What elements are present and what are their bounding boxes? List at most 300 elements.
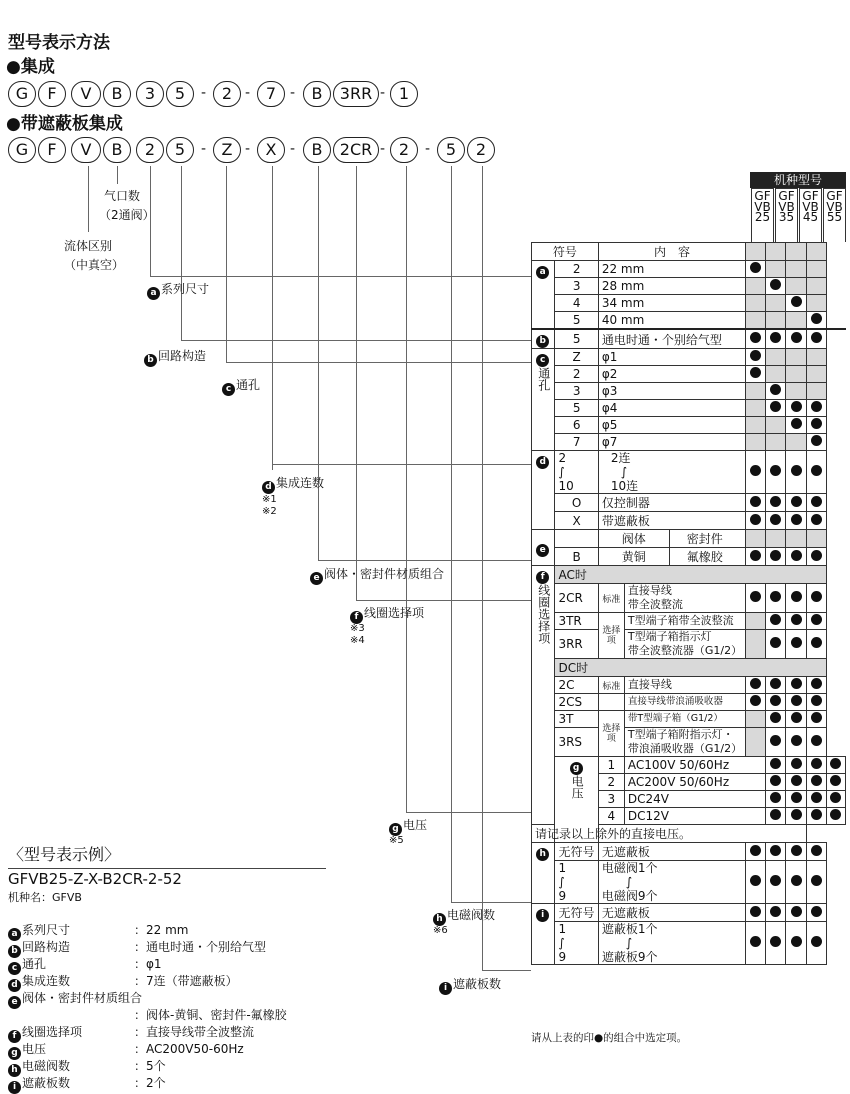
unavailable-cell bbox=[806, 261, 826, 278]
page-title: 型号表示方法 bbox=[8, 33, 110, 53]
label-ports: 气口数 bbox=[104, 189, 141, 203]
unavailable-cell bbox=[746, 613, 766, 630]
availability-dot bbox=[806, 630, 826, 659]
example-value: ：5个 bbox=[134, 1059, 166, 1073]
table-cell-text: DC时 bbox=[555, 659, 826, 677]
code-dash: - bbox=[201, 85, 207, 101]
unavailable-cell bbox=[746, 434, 766, 451]
code-char: 5 bbox=[166, 81, 194, 107]
leader-line bbox=[117, 166, 118, 184]
code-char: 2 bbox=[390, 137, 418, 163]
code-char: V bbox=[71, 137, 101, 163]
example-row bbox=[8, 1074, 132, 1094]
table-cell-text: 2 bbox=[555, 366, 598, 383]
code-dash: - bbox=[380, 141, 386, 157]
table-cell bbox=[786, 530, 806, 548]
table-cell bbox=[532, 261, 555, 330]
unavailable-cell bbox=[746, 312, 766, 330]
availability-dot bbox=[826, 791, 845, 808]
table-cell-text: 3TR bbox=[555, 613, 598, 630]
availability-dot bbox=[766, 494, 786, 512]
table-cell-text: 5 bbox=[555, 400, 598, 417]
note-d1: ※1 bbox=[262, 494, 277, 505]
code-char: 2 bbox=[467, 137, 495, 163]
availability-dot bbox=[746, 677, 766, 694]
availability-dot bbox=[806, 808, 826, 825]
label-ports-sub: （2通阀） bbox=[99, 208, 155, 222]
code-char: Z bbox=[213, 137, 241, 163]
table-cell-text: 通电时通・个别给气型 bbox=[598, 329, 745, 349]
table-cell-text: DC24V bbox=[624, 791, 765, 808]
note-f1: ※3 bbox=[350, 623, 365, 634]
code-char: G bbox=[8, 137, 36, 163]
code-char: 1 bbox=[390, 81, 418, 107]
availability-dot bbox=[766, 548, 786, 566]
availability-dot bbox=[746, 366, 766, 383]
availability-dot bbox=[806, 791, 826, 808]
code-dash: - bbox=[290, 85, 296, 101]
table-cell-text: 无符号 bbox=[555, 843, 598, 861]
table-cell-text: 2连 bbox=[610, 451, 631, 465]
unavailable-cell bbox=[766, 295, 786, 312]
table-cell-text: ∫ bbox=[558, 875, 565, 889]
availability-dot bbox=[766, 904, 786, 922]
example-label: 阀体・密封件材质组合 bbox=[22, 991, 143, 1005]
availability-dot bbox=[806, 728, 826, 757]
table-cell-text: 带浪涌吸收器（G1/2） bbox=[627, 742, 743, 755]
example-value: ：通电时通・个别给气型 bbox=[134, 940, 267, 954]
example-label: 通孔 bbox=[22, 957, 47, 971]
hdr-content: 内 容 bbox=[598, 243, 745, 261]
unavailable-cell bbox=[806, 295, 826, 312]
availability-dot bbox=[766, 584, 786, 613]
table-cell-text: 9 bbox=[558, 950, 567, 964]
label-h: h 电磁阀数 bbox=[433, 906, 495, 926]
model-col-gfvb35: GFVB35 bbox=[775, 188, 798, 242]
unavailable-cell bbox=[786, 278, 806, 295]
code-char: 2 bbox=[213, 81, 241, 107]
leader-line bbox=[88, 166, 89, 232]
availability-dot bbox=[806, 904, 826, 922]
availability-dot bbox=[746, 694, 766, 711]
leader-line bbox=[406, 166, 407, 812]
table-cell-text: 电磁阀1个 bbox=[601, 861, 658, 875]
table-cell-text: 3 bbox=[555, 383, 598, 400]
table-cell bbox=[598, 613, 624, 659]
table-cell bbox=[624, 584, 745, 613]
label-g: g 电压 bbox=[389, 816, 427, 836]
table-cell bbox=[624, 711, 745, 728]
example-label: 遮蔽板数 bbox=[22, 1076, 71, 1090]
section-bullet: g bbox=[570, 762, 583, 775]
example-row bbox=[8, 1006, 118, 1020]
code-char: 2CR bbox=[333, 137, 379, 163]
availability-dot bbox=[786, 494, 806, 512]
table-cell-text: 无符号 bbox=[555, 904, 598, 922]
table-cell-text: φ7 bbox=[598, 434, 745, 451]
availability-dot bbox=[806, 494, 826, 512]
unavailable-cell bbox=[746, 295, 766, 312]
code-dash: - bbox=[245, 141, 251, 157]
table-cell-text: 3T bbox=[555, 711, 598, 728]
leader-line bbox=[318, 560, 531, 561]
table-cell-text: 选择项 bbox=[602, 723, 621, 744]
unavailable-cell bbox=[746, 711, 766, 728]
availability-dot bbox=[826, 774, 845, 791]
availability-dot bbox=[786, 757, 806, 774]
unavailable-cell bbox=[806, 278, 826, 295]
availability-dot bbox=[786, 904, 806, 922]
code-char: B bbox=[303, 81, 331, 107]
table-cell-text: ∫ bbox=[625, 875, 633, 889]
availability-dot bbox=[766, 677, 786, 694]
table-cell-text: 22 mm bbox=[598, 261, 745, 278]
availability-dot bbox=[746, 843, 766, 861]
example-value: ：φ1 bbox=[134, 957, 162, 971]
availability-dot bbox=[766, 791, 786, 808]
table-cell-text: 带T型端子箱（G1/2） bbox=[627, 713, 723, 724]
bullet-f: f bbox=[8, 1030, 21, 1043]
example-label: 电压 bbox=[22, 1042, 47, 1056]
availability-dot bbox=[766, 400, 786, 417]
example-label: 集成连数 bbox=[22, 974, 71, 988]
table-cell-text: 标准 bbox=[598, 584, 624, 613]
availability-dot bbox=[806, 400, 826, 417]
unavailable-cell bbox=[786, 312, 806, 330]
table-cell-text: 2 bbox=[558, 451, 567, 465]
availability-dot bbox=[786, 400, 806, 417]
note-h: ※6 bbox=[433, 925, 448, 936]
table-cell bbox=[624, 630, 745, 659]
table-cell-text: 带全波整流器（G1/2） bbox=[627, 644, 743, 657]
table-cell-text: 2C bbox=[555, 677, 598, 694]
table-cell-text: T型端子箱附指示灯・ bbox=[627, 728, 734, 741]
table-cell-text: 带全波整流 bbox=[627, 598, 683, 611]
table-cell bbox=[624, 694, 745, 711]
leader-line bbox=[272, 464, 531, 465]
table-cell-text: 3 bbox=[555, 278, 598, 295]
unavailable-cell bbox=[746, 278, 766, 295]
availability-dot bbox=[746, 584, 766, 613]
table-cell-text: φ3 bbox=[598, 383, 745, 400]
table-cell-text: 40 mm bbox=[598, 312, 745, 330]
table-cell bbox=[532, 329, 555, 349]
availability-dot bbox=[786, 613, 806, 630]
section-bullet: f bbox=[536, 571, 549, 584]
table-cell-text: 34 mm bbox=[598, 295, 745, 312]
model-col-gfvb45: GFVB45 bbox=[799, 188, 822, 242]
unavailable-cell bbox=[746, 630, 766, 659]
availability-dot bbox=[806, 861, 826, 904]
bullet-a: a bbox=[8, 928, 21, 941]
table-cell-text: T型端子箱指示灯 bbox=[627, 630, 712, 643]
availability-dot bbox=[766, 728, 786, 757]
leader-line bbox=[482, 970, 531, 971]
table-cell bbox=[598, 711, 624, 757]
label-e: e 阀体・密封件材质组合 bbox=[310, 565, 444, 585]
table-cell-text: AC200V 50/60Hz bbox=[624, 774, 765, 791]
table-cell-text: T型端子箱带全波整流 bbox=[627, 614, 734, 627]
bullet-d: d bbox=[8, 979, 21, 992]
availability-dot bbox=[786, 548, 806, 566]
table-cell-text: 带遮蔽板 bbox=[598, 512, 745, 530]
table-cell-text: 7 bbox=[555, 434, 598, 451]
unavailable-cell bbox=[786, 349, 806, 366]
unavailable-cell bbox=[806, 383, 826, 400]
code-dash: - bbox=[245, 85, 251, 101]
unavailable-cell bbox=[766, 261, 786, 278]
unavailable-cell bbox=[786, 366, 806, 383]
leader-line bbox=[318, 166, 319, 560]
table-cell-text: ∫ bbox=[620, 465, 628, 479]
code-dash: - bbox=[201, 141, 207, 157]
table-cell-text: 电磁阀9个 bbox=[601, 889, 658, 903]
availability-dot bbox=[746, 512, 766, 530]
availability-dot bbox=[786, 808, 806, 825]
table-cell-text: 选择项 bbox=[602, 625, 621, 646]
availability-dot bbox=[806, 434, 826, 451]
section-bullet: c bbox=[536, 354, 549, 367]
table-cell-text: 无遮蔽板 bbox=[598, 904, 745, 922]
table-cell-text: Z bbox=[555, 349, 598, 366]
table-cell-text: 2 bbox=[598, 774, 624, 791]
bullet-h: h bbox=[8, 1064, 21, 1077]
availability-dot bbox=[806, 711, 826, 728]
example-value: ：2个 bbox=[134, 1076, 166, 1090]
availability-dot bbox=[786, 694, 806, 711]
code-char: B bbox=[103, 81, 131, 107]
availability-dot bbox=[786, 329, 806, 349]
code-dash: - bbox=[380, 85, 386, 101]
table-cell-text: 2CS bbox=[555, 694, 598, 711]
table-cell-text: 10连 bbox=[610, 479, 639, 493]
table-cell bbox=[624, 613, 745, 630]
table-cell-text: 1 bbox=[558, 861, 567, 875]
unavailable-cell bbox=[786, 261, 806, 278]
availability-dot bbox=[746, 451, 766, 494]
code-char: 7 bbox=[257, 81, 285, 107]
unavailable-cell bbox=[806, 349, 826, 366]
availability-dot bbox=[806, 312, 826, 330]
section-bullet: h bbox=[536, 848, 549, 861]
table-cell-text: φ2 bbox=[598, 366, 745, 383]
code-char: 2 bbox=[136, 137, 164, 163]
section-bullet: i bbox=[536, 909, 549, 922]
table-cell-text: 直接导线带浪涌吸收器 bbox=[627, 696, 723, 707]
availability-dot bbox=[746, 494, 766, 512]
table-cell bbox=[532, 530, 555, 566]
availability-dot bbox=[786, 711, 806, 728]
table-cell bbox=[624, 728, 745, 757]
label-c: c 通孔 bbox=[222, 376, 260, 396]
table-cell-text: 5 bbox=[555, 312, 598, 330]
availability-dot bbox=[786, 728, 806, 757]
table-cell bbox=[806, 530, 826, 548]
availability-dot bbox=[786, 417, 806, 434]
table-cell-text: AC时 bbox=[555, 566, 826, 584]
availability-dot bbox=[786, 630, 806, 659]
table-cell-text: ∫ bbox=[558, 465, 565, 479]
table-cell-text: 1 bbox=[558, 922, 567, 936]
availability-dot bbox=[766, 922, 786, 965]
availability-dot bbox=[766, 512, 786, 530]
table-cell-text: X bbox=[555, 512, 598, 530]
label-fluid: 流体区别 bbox=[64, 239, 113, 253]
unavailable-cell bbox=[766, 366, 786, 383]
table-cell-text: 28 mm bbox=[598, 278, 745, 295]
availability-dot bbox=[806, 451, 826, 494]
d-range-sym bbox=[555, 451, 598, 494]
table-cell-text: 4 bbox=[598, 808, 624, 825]
code-dash: - bbox=[290, 141, 296, 157]
table-cell bbox=[555, 530, 598, 548]
table-cell-text: ∫ bbox=[625, 936, 633, 950]
code-char: X bbox=[257, 137, 285, 163]
table-cell bbox=[532, 451, 555, 530]
availability-dot bbox=[806, 417, 826, 434]
label-fluid-sub: （中真空） bbox=[64, 258, 125, 272]
table-cell bbox=[532, 566, 555, 825]
example-title: 〈型号表示例〉 bbox=[8, 845, 121, 864]
availability-dot bbox=[786, 774, 806, 791]
note-d2: ※2 bbox=[262, 506, 277, 517]
table-cell bbox=[746, 530, 766, 548]
side-c: 通孔 bbox=[536, 367, 551, 391]
table-cell-text: 2CR bbox=[555, 584, 598, 613]
availability-dot bbox=[746, 349, 766, 366]
example-code: GFVB25-Z-X-B2CR-2-52 bbox=[8, 870, 182, 888]
availability-dot bbox=[766, 383, 786, 400]
hdr-symbol: 符号 bbox=[532, 243, 599, 261]
label-a: a 系列尺寸 bbox=[147, 280, 209, 300]
code-char: 3RR bbox=[333, 81, 379, 107]
table-cell-text: 10 bbox=[558, 479, 574, 493]
table-cell-text: AC100V 50/60Hz bbox=[624, 757, 765, 774]
availability-dot bbox=[766, 329, 786, 349]
label-f: f 线圈选择项 bbox=[350, 604, 424, 624]
table-cell bbox=[598, 922, 745, 965]
model-col-gfvb55: GFVB55 bbox=[823, 188, 846, 242]
table-cell-text: 密封件 bbox=[686, 532, 723, 546]
availability-dot bbox=[806, 922, 826, 965]
code-dash: - bbox=[425, 141, 431, 157]
table-cell-text: φ5 bbox=[598, 417, 745, 434]
availability-dot bbox=[806, 677, 826, 694]
availability-dot bbox=[806, 548, 826, 566]
table-cell bbox=[598, 694, 624, 711]
bullet-a: a bbox=[536, 266, 549, 279]
example-label: 电磁阀数 bbox=[22, 1059, 71, 1073]
table-cell bbox=[532, 843, 555, 904]
section-integrated-title: ●集成 bbox=[6, 57, 55, 77]
unavailable-cell bbox=[746, 417, 766, 434]
table-cell bbox=[598, 861, 745, 904]
label-d: d 集成连数 bbox=[262, 474, 324, 494]
example-value: ：AC200V50-60Hz bbox=[134, 1042, 244, 1056]
code-char: B bbox=[103, 137, 131, 163]
table-cell-text: 3 bbox=[598, 791, 624, 808]
availability-dot bbox=[766, 843, 786, 861]
table-cell-text: 无遮蔽板 bbox=[598, 843, 745, 861]
table-cell-text: 遮蔽板1个 bbox=[601, 922, 658, 936]
availability-dot bbox=[766, 774, 786, 791]
table-cell bbox=[598, 530, 745, 548]
leader-line bbox=[451, 902, 531, 903]
note-g: ※5 bbox=[389, 835, 404, 846]
unavailable-cell bbox=[766, 417, 786, 434]
leader-line bbox=[272, 166, 273, 470]
availability-dot bbox=[786, 922, 806, 965]
section-shielded-title: ●带遮蔽板集成 bbox=[6, 114, 123, 134]
leader-line bbox=[356, 166, 357, 600]
code-char: V bbox=[71, 81, 101, 107]
bullet-c: c bbox=[8, 962, 21, 975]
unavailable-cell bbox=[786, 383, 806, 400]
table-cell-text: 请记录以上除外的直接电压。 bbox=[532, 825, 807, 843]
availability-dot bbox=[766, 451, 786, 494]
availability-dot bbox=[806, 694, 826, 711]
availability-dot bbox=[806, 584, 826, 613]
model-col-gfvb25: GFVB25 bbox=[751, 188, 774, 242]
table-cell-text: 阀体 bbox=[599, 530, 670, 547]
availability-dot bbox=[806, 774, 826, 791]
leader-line bbox=[356, 600, 531, 601]
availability-dot bbox=[786, 512, 806, 530]
table-cell-text: φ4 bbox=[598, 400, 745, 417]
availability-dot bbox=[766, 694, 786, 711]
availability-dot bbox=[786, 584, 806, 613]
table-cell bbox=[598, 451, 745, 494]
availability-dot bbox=[786, 861, 806, 904]
availability-dot bbox=[746, 861, 766, 904]
table-cell-text: 仅控制器 bbox=[598, 494, 745, 512]
code-char: 5 bbox=[437, 137, 465, 163]
table-footer: 请从上表的印●的组合中选定项。 bbox=[531, 1032, 688, 1044]
table-cell-text: 氟橡胶 bbox=[686, 550, 723, 564]
table-cell-text: 4 bbox=[555, 295, 598, 312]
table-cell-text: B bbox=[555, 548, 598, 566]
availability-dot bbox=[766, 278, 786, 295]
example-model: 机种名：GFVB bbox=[8, 891, 82, 904]
table-cell bbox=[786, 243, 806, 261]
bullet-e: e bbox=[8, 996, 21, 1009]
unavailable-cell bbox=[746, 400, 766, 417]
bullet-i: i bbox=[8, 1081, 21, 1094]
availability-dot bbox=[826, 757, 845, 774]
leader-line bbox=[181, 166, 182, 340]
unavailable-cell bbox=[766, 434, 786, 451]
table-cell bbox=[555, 861, 598, 904]
table-cell-text: 3RS bbox=[555, 728, 598, 757]
example-value: ：阀体-黄铜、密封件-氟橡胶 bbox=[134, 1008, 287, 1022]
availability-dot bbox=[806, 613, 826, 630]
availability-dot bbox=[746, 261, 766, 278]
availability-dot bbox=[786, 791, 806, 808]
table-cell-text: 标准 bbox=[598, 677, 624, 694]
model-group-header: 机种型号 bbox=[750, 172, 846, 188]
table-cell bbox=[766, 243, 786, 261]
bullet-b: b bbox=[8, 945, 21, 958]
code-char: F bbox=[38, 137, 66, 163]
code-char: 5 bbox=[166, 137, 194, 163]
availability-dot bbox=[766, 711, 786, 728]
availability-dot bbox=[746, 904, 766, 922]
availability-dot bbox=[786, 677, 806, 694]
availability-dot bbox=[786, 295, 806, 312]
leader-line bbox=[451, 166, 452, 902]
table-cell-text: 1 bbox=[598, 757, 624, 774]
example-label: 回路构造 bbox=[22, 940, 71, 954]
